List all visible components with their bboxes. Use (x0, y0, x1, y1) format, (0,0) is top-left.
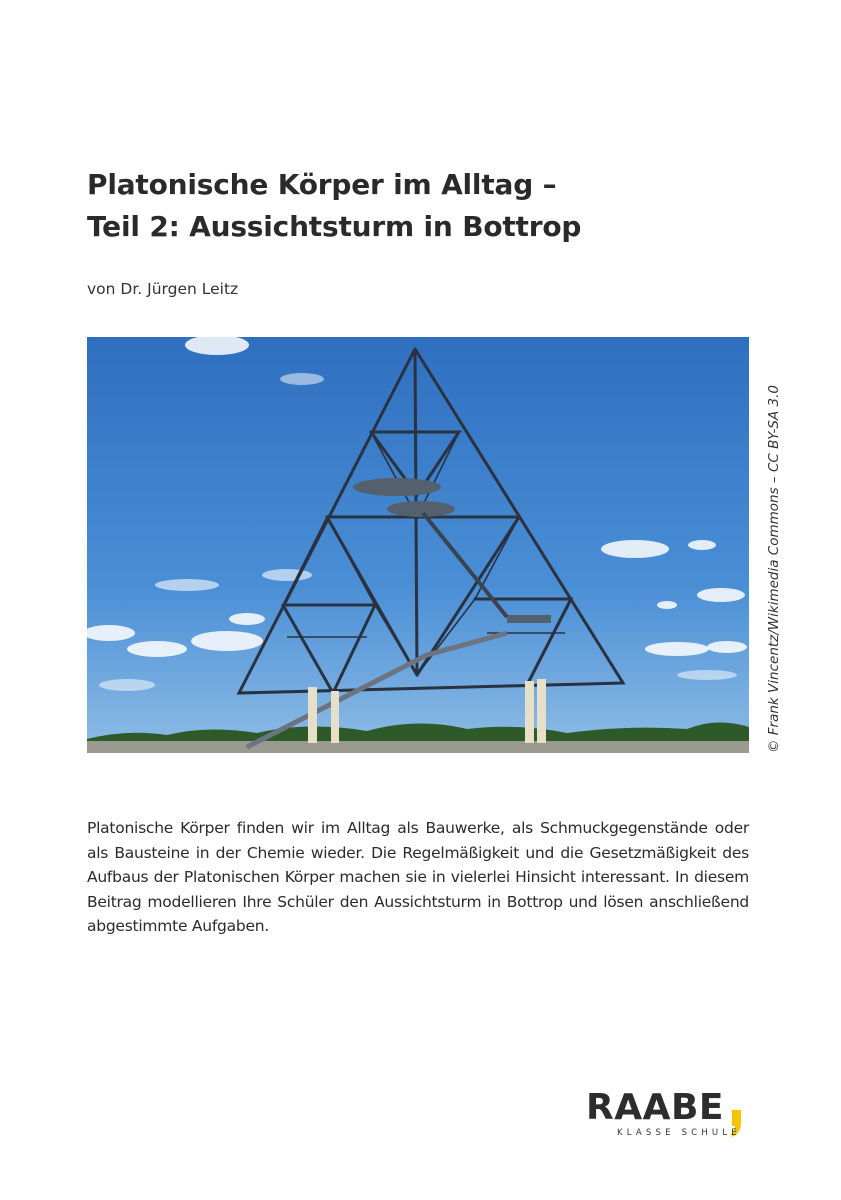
tetrahedron-tower-photo (87, 337, 749, 753)
logo-tagline: KLASSE SCHULE (617, 1128, 741, 1138)
logo-wordmark: RAABE (586, 1087, 724, 1128)
title-line-1: Platonische Körper im Alltag – (87, 168, 557, 201)
title-line-2: Teil 2: Aussichtsturm in Bottrop (87, 210, 582, 243)
document-title (87, 164, 727, 248)
raabe-logo (586, 1088, 754, 1140)
photo-credit: © Frank Vincentz/Wikimedia Commons – CC BY-SA 3.0 (766, 385, 782, 753)
intro-paragraph: Platonische Körper finden wir im Alltag als Bauwerke, als Schmuckgegenstände oder als Bausteine in der Chemie wieder. Die Regelmäßigkeit und die Gesetzmäßigkeit des Aufbaus der Platonischen Körper machen sie in vielerlei Hinsicht interessant. In diesem Beitrag modellieren Ihre Schüler den Aussichtsturm in Bottrop und lösen anschließend abgestimmte Aufgaben. (87, 819, 749, 935)
author-line: von Dr. Jürgen Leitz (87, 280, 239, 298)
